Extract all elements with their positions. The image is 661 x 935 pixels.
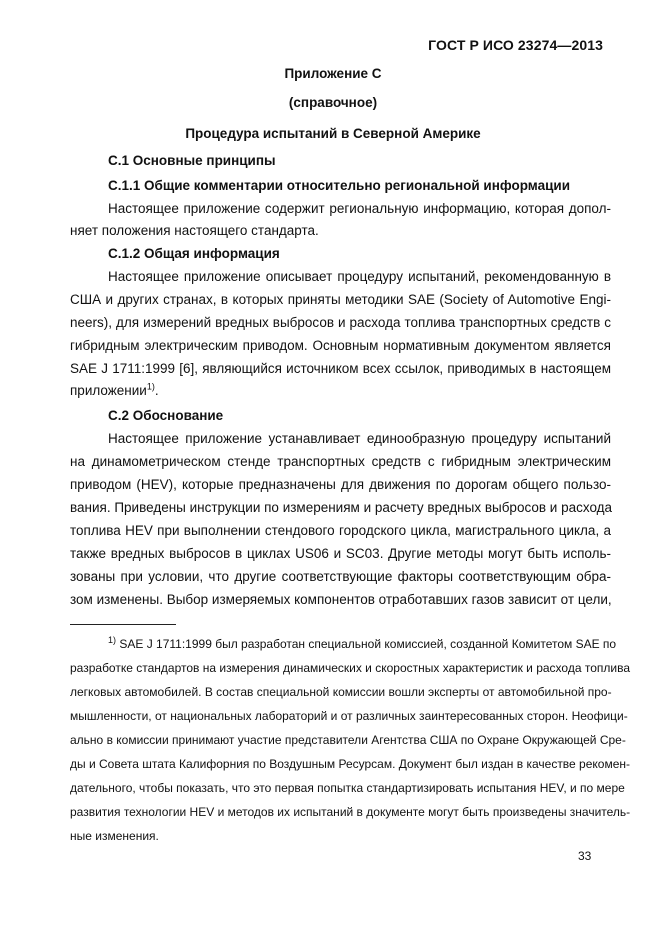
appendix-type: (справочное) [288,95,378,110]
footnote-line: разработке стандартов на измерения динамических и скоростных характеристик и расхода топлива [70,661,630,675]
section-heading-c11: С.1.1 Общие комментарии относительно региональной информации [108,178,571,193]
page-number: 33 [578,849,592,863]
paragraph-line: зом изменены. Выбор измеряемых компонентов отработавших газов зависит от цели, [70,592,612,607]
footnote-line: ные изменения. [70,829,159,843]
appendix-title: Приложение С [284,66,382,81]
footnote-text: SAE J 1711:1999 был разработан специальной комиссией, созданной Комитетом SAE по [119,637,617,651]
paragraph-line: няет положения настоящего стандарта. [70,223,319,238]
footnote-line [108,635,617,652]
footnote-separator [70,624,176,625]
footnote-marker: 1) [108,635,117,645]
paragraph-line: neers), для измерений вредных выбросов и расхода топлива транспортных средств с [70,315,611,330]
paragraph-line: вания. Приведены инструкции по измерениям и расчету вредных выбросов и расхода [70,500,613,515]
paragraph-line [70,381,611,400]
footnote-line: ально в комиссии принимают участие представители Агентства США по Охране Окружающей Сре- [70,733,626,747]
paragraph-text: приложении [70,383,147,398]
paragraph-line: Настоящее приложение устанавливает единообразную процедуру испытаний [108,431,611,446]
footnote-line: мышленности, от национальных лабораторий и от различных заинтересованных сторон. Неофици- [70,709,628,723]
footnote-line: ды и Совета штата Калифорния по Воздушным Ресурсам. Документ был издан в качестве рекомен- [70,757,631,771]
document-header: ГОСТ Р ИСО 23274—2013 [428,37,603,53]
paragraph-line: США и других странах, в которых приняты методики SAE (Society of Automotive Engi- [70,292,611,307]
appendix-subtitle: Процедура испытаний в Северной Америке [185,126,481,141]
paragraph-text: . [154,383,159,398]
paragraph-line: на динамометрическом стенде транспортных средств с гибридным электрическим [70,454,611,469]
section-heading-c1: С.1 Основные принципы [108,153,276,168]
paragraph-line: Настоящее приложение описывает процедуру испытаний, рекомендованную в [108,269,611,284]
paragraph-line: Настоящее приложение содержит региональную информацию, которая допол- [108,201,611,216]
footnote-line: развития технологии HEV и методов их испытаний в документе могут быть произведены значитель- [70,805,631,819]
paragraph-line: зованы при условии, что другие соответствующие факторы соответствующим обра- [70,569,611,584]
paragraph-line: приводом (HEV), которые предназначены для движения по дорогам общего пользо- [70,477,611,492]
section-heading-c12: С.1.2 Общая информация [108,246,280,261]
footnote-ref: 1) [146,381,155,392]
paragraph-line: также вредных выбросов в циклах US06 и SC03. Другие методы могут быть исполь- [70,546,611,561]
section-heading-c2: С.2 Обоснование [108,408,224,423]
footnote-line: легковых автомобилей. В состав специальной комиссии вошли эксперты от автомобильной про- [70,685,612,699]
paragraph-line: SAE J 1711:1999 [6], являющийся источником всех ссылок, приводимых в настоящем [70,361,611,376]
footnote-line: дательного, чтобы показать, что это первая попытка стандартизировать испытания HEV, и по мере [70,781,625,795]
paragraph-line: гибридным электрическим приводом. Основным нормативным документом является [70,338,611,353]
paragraph-line: топлива HEV при выполнении стендового городского цикла, магистрального цикла, а [70,523,611,538]
